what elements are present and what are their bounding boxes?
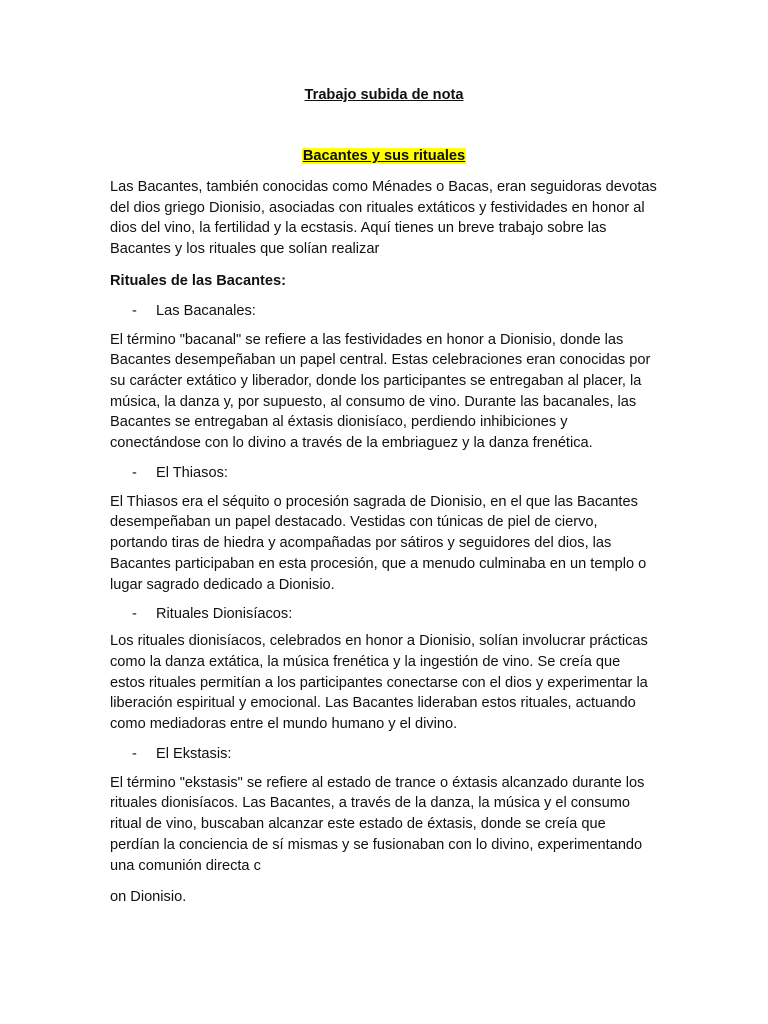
bullet-dash: - (132, 606, 137, 623)
bullet-label-rituales: Rituales Dionisíacos: (156, 606, 293, 623)
bullet-label-bacanales: Las Bacanales: (156, 302, 256, 319)
subtitle-line (110, 147, 658, 165)
document-subtitle-highlighted: Bacantes y sus rituales (302, 148, 466, 164)
paragraph-ekstasis: El término "ekstasis" se refiere al estado de trance o éxtasis alcanzado durante los rituales dionisíacos. Las Bacantes, a través de la danza, la música y el consumo ritual de vino, buscaban alcanzar este estado de éxtasis, donde se creía que perdían la conciencia de sí mismas y se fusionaban con lo divino, experimentando una comunión directa c (110, 774, 645, 874)
bullet-label-thiasos: El Thiasos: (156, 464, 228, 481)
intro-paragraph: Las Bacantes, también conocidas como Ménades o Bacas, eran seguidoras devotas del dios griego Dionisio, asociadas con rituales extáticos y festividades en honor al dios del vino, la fertilidad y la ecstasis. Aquí tienes un breve trabajo sobre las Bacantes y los rituales que solían realizar (110, 179, 657, 258)
bullet-item (110, 303, 658, 319)
bullet-dash: - (132, 302, 137, 319)
bullet-item (110, 606, 658, 622)
bullet-item (110, 746, 658, 762)
bullet-dash: - (132, 464, 137, 481)
paragraph-rituales: Los rituales dionisíacos, celebrados en honor a Dionisio, solían involucrar prácticas como la danza extática, la música frenética y la ingestión de vino. Se creía que estos rituales permitían a los participantes conectarse con el dios y experimentar la liberación espiritual y emocional. Las Bacantes lideraban estos rituales, actuando como mediadoras entre el mundo humano y el divino. (110, 633, 648, 733)
document-title: Trabajo subida de nota (304, 87, 464, 103)
bullet-label-ekstasis: El Ekstasis: (156, 745, 232, 762)
bullet-dash: - (132, 745, 137, 762)
section-heading: Rituales de las Bacantes: (110, 272, 287, 289)
bullet-item (110, 465, 658, 481)
paragraph-tail: on Dionisio. (110, 889, 187, 906)
paragraph-thiasos: El Thiasos era el séquito o procesión sagrada de Dionisio, en el que las Bacantes desempeñaban un papel destacado. Vestidas con túnicas de piel de ciervo, portando tiras de hiedra y acompañadas por sátiros y seguidores del dios, las Bacantes participaban en esta procesión, que a menudo culminaba en un templo o lugar sagrado dedicado a Dionisio. (110, 493, 647, 593)
paragraph-bacanales: El término "bacanal" se refiere a las festividades en honor a Dionisio, donde las Bacantes desempeñaban un papel central. Estas celebraciones eran conocidas por su carácter extático y liberador, donde los participantes se entregaban al placer, la música, la danza y, por supuesto, al consumo de vino. Durante las bacanales, las Bacantes se entregaban al éxtasis dionisíaco, perdiendo inhibiciones y conectándose con lo divino a través de la embriaguez y la danza frenética. (110, 331, 651, 452)
